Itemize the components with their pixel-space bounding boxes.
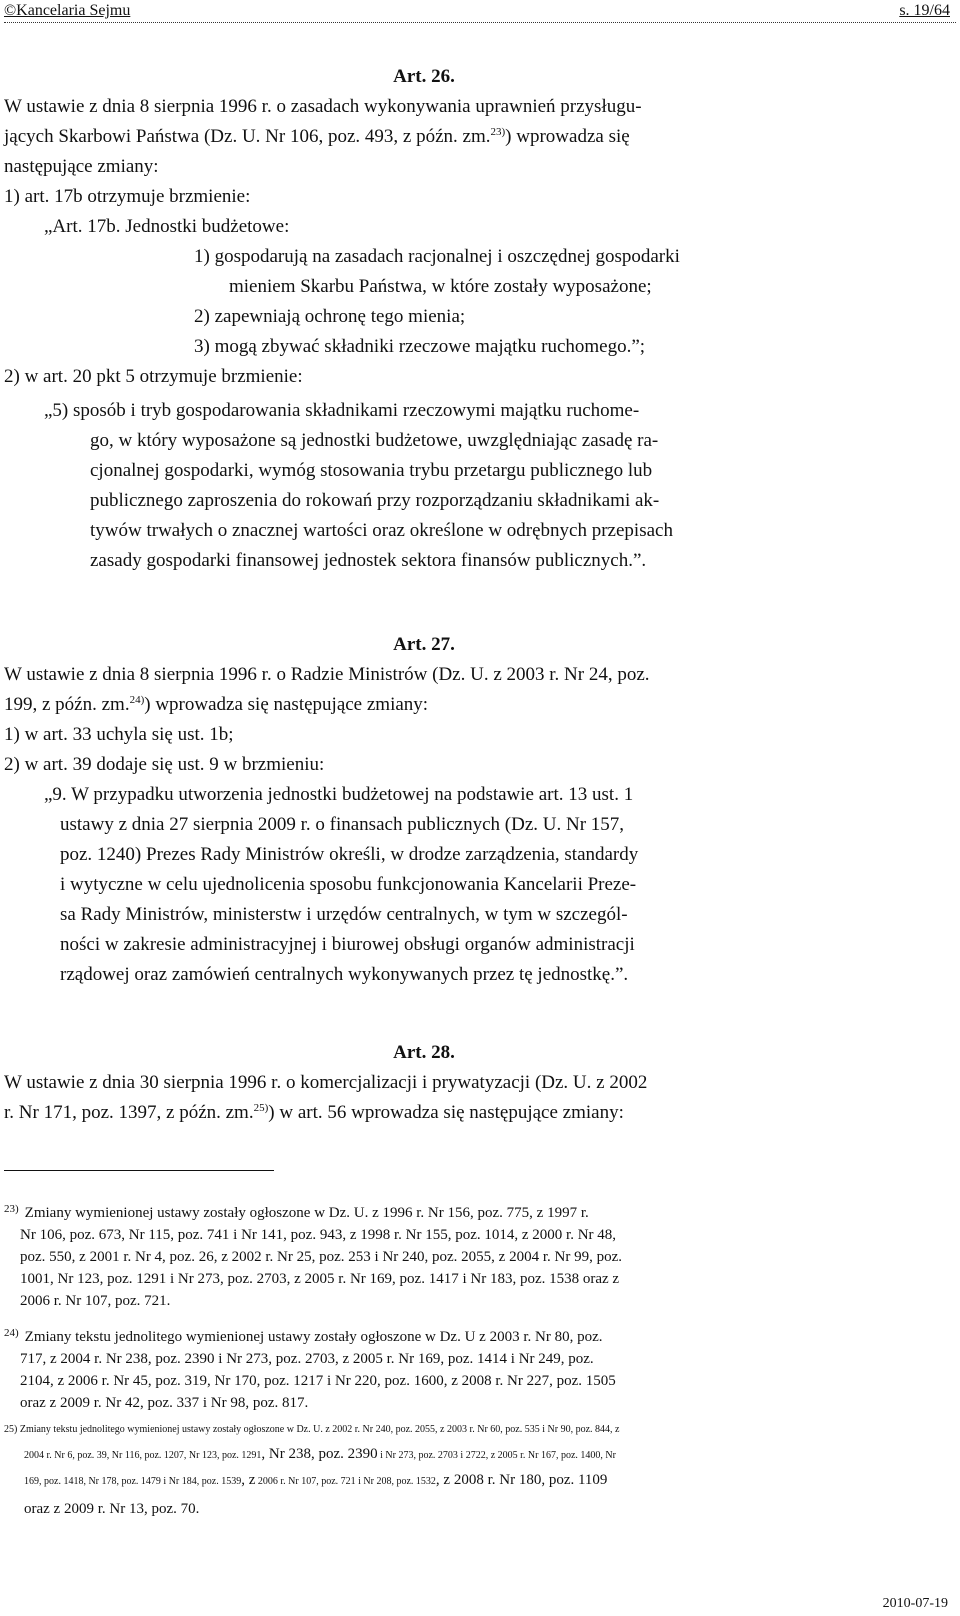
art-17b-item-2: 2) zapewniają ochronę tego mienia; xyxy=(194,306,466,327)
footnote-25-line2b: , Nr 238, poz. 2390 xyxy=(261,1446,378,1462)
art-17b-item-3: 3) mogą zbywać składniki rzeczowe majątku ruchomego.”; xyxy=(194,336,646,357)
art-26-section xyxy=(4,62,844,576)
art-26-intro-line2 xyxy=(4,122,844,152)
art-27-intro-line2 xyxy=(4,690,844,720)
art-27-intro-line2a: 199, z późn. zm. xyxy=(4,694,130,715)
page-number-text[interactable]: s. 19/64 xyxy=(899,2,950,19)
art-26-point-1: 1) art. 17b otrzymuje brzmienie: xyxy=(4,186,251,207)
footnote-24-line3: 2104, z 2006 r. Nr 45, poz. 319, Nr 170, poz. 1217 i Nr 220, poz. 1600, z 2008 r. Nr 227, poz. 1505 xyxy=(20,1373,616,1389)
art-26-intro-line3: następujące zmiany: xyxy=(4,156,159,177)
art-26-intro-line1: W ustawie z dnia 8 sierpnia 1996 r. o zasadach wykonywania uprawnień przysługu- xyxy=(4,96,642,117)
publisher-link[interactable] xyxy=(4,2,130,20)
art-27-intro-line2b: ) wprowadza się następujące zmiany: xyxy=(144,694,429,715)
art-17b-item-1b: mieniem Skarbu Państwa, w które zostały wyposażone; xyxy=(229,276,652,297)
art-27-section xyxy=(4,630,844,990)
footnote-24-text1: Zmiany tekstu jednolitego wymienionej ustawy zostały ogłoszone w Dz. U z 2003 r. Nr 80, poz. xyxy=(24,1329,603,1345)
footnote-25-line3c: 2006 r. Nr 107, poz. 721 i Nr 208, poz. 1532 xyxy=(255,1476,436,1487)
footnote-25-line1: 25) Zmiany tekstu jednolitego wymienionej ustawy zostały ogłoszone w Dz. U. z 2002 r. Nr 240, poz. 2055, z 2003 r. Nr 60, poz. 535 i Nr 90, poz. 844, z xyxy=(4,1424,620,1435)
footnote-24-line1 xyxy=(4,1322,844,1348)
footnote-25-line3d: , z 2008 r. Nr 180, poz. 1109 xyxy=(435,1472,608,1488)
footnote-23-number: 23) xyxy=(4,1203,19,1215)
document-date: 2010-07-19 xyxy=(882,1596,948,1611)
footnote-23-line5: 2006 r. Nr 107, poz. 721. xyxy=(20,1293,171,1309)
art-39-quote-line4: i wytyczne w celu ujednolicenia sposobu funkcjonowania Kancelarii Preze- xyxy=(60,874,637,895)
art-28-section xyxy=(4,1038,844,1128)
footnote-24 xyxy=(4,1322,844,1414)
art-27-point-1: 1) w art. 33 uchyla się ust. 1b; xyxy=(4,724,234,745)
art-20-quote-line2: go, w który wyposażone są jednostki budżetowe, uwzględniając zasadę ra- xyxy=(90,430,659,451)
art-26-title: Art. 26. xyxy=(393,66,455,87)
art-28-title: Art. 28. xyxy=(393,1042,455,1063)
art-27-intro-line1: W ustawie z dnia 8 sierpnia 1996 r. o Radzie Ministrów (Dz. U. z 2003 r. Nr 24, poz. xyxy=(4,664,650,685)
footnote-23-line2: Nr 106, poz. 673, Nr 115, poz. 741 i Nr 141, poz. 943, z 1998 r. Nr 155, poz. 1014, z 2000 r. Nr 48, xyxy=(20,1227,617,1243)
footnote-ref-24[interactable]: 24) xyxy=(129,694,145,706)
footnote-25-line2c: i Nr 273, poz. 2703 i 2722, z 2005 r. Nr 167, poz. 1400, Nr xyxy=(377,1450,616,1461)
art-20-quote-line1: „5) sposób i tryb gospodarowania składnikami rzeczowymi majątku ruchome- xyxy=(44,400,640,421)
art-20-quote-line6: zasady gospodarki finansowej jednostek sektora finansów publicznych.”. xyxy=(90,550,647,571)
art-39-quote-line1: „9. W przypadku utworzenia jednostki budżetowej na podstawie art. 13 ust. 1 xyxy=(44,784,634,805)
art-20-quote-line5: tywów trwałych o znacznej wartości oraz określone w odrębnych przepisach xyxy=(90,520,673,541)
footnote-24-line2: 717, z 2004 r. Nr 238, poz. 2390 i Nr 273, poz. 2703, z 2005 r. Nr 169, poz. 1414 i Nr 249, poz. xyxy=(20,1351,594,1367)
footnote-23 xyxy=(4,1198,844,1312)
art-20-quote-line3: cjonalnej gospodarki, wymóg stosowania trybu przetargu publicznego lub xyxy=(90,460,653,481)
footnote-ref-23[interactable]: 23) xyxy=(490,126,506,138)
page-number[interactable] xyxy=(899,2,950,20)
footnote-ref-25[interactable]: 25) xyxy=(253,1102,269,1114)
footnote-25-line3b: , z xyxy=(241,1472,256,1488)
art-39-quote-line6: ności w zakresie administracyjnej i biurowej obsługi organów administracji xyxy=(60,934,635,955)
art-28-intro-line2b: ) w art. 56 wprowadza się następujące zmiany: xyxy=(268,1102,624,1123)
footnote-25-line2a: 2004 r. Nr 6, poz. 39, Nr 116, poz. 1207, Nr 123, poz. 1291 xyxy=(24,1450,262,1461)
art-39-quote-line7: rządowej oraz zamówień centralnych wykonywanych przez tę jednostkę.”. xyxy=(60,964,629,985)
art-39-quote-line2: ustawy z dnia 27 sierpnia 2009 r. o finansach publicznych (Dz. U. Nr 157, xyxy=(60,814,625,835)
footnote-23-line4: 1001, Nr 123, poz. 1291 i Nr 273, poz. 2703, z 2005 r. Nr 169, poz. 1417 i Nr 183, poz. 1538 oraz z xyxy=(20,1271,620,1287)
footnote-25-line2 xyxy=(4,1442,844,1468)
art-28-intro-line2a: r. Nr 171, poz. 1397, z późn. zm. xyxy=(4,1102,254,1123)
art-27-title: Art. 27. xyxy=(393,634,455,655)
footnote-25-line3 xyxy=(4,1468,844,1494)
art-27-point-2: 2) w art. 39 dodaje się ust. 9 w brzmieniu: xyxy=(4,754,325,775)
footnote-24-line4: oraz z 2009 r. Nr 42, poz. 337 i Nr 98, poz. 817. xyxy=(20,1395,309,1411)
art-17b-item-1a: 1) gospodarują na zasadach racjonalnej i oszczędnej gospodarki xyxy=(194,246,680,267)
footnote-24-number: 24) xyxy=(4,1327,19,1339)
art-20-quote-line4: publicznego zaproszenia do rokowań przy rozporządzaniu składnikami ak- xyxy=(90,490,660,511)
footnote-25-line4: oraz z 2009 r. Nr 13, poz. 70. xyxy=(24,1501,200,1517)
footnote-separator xyxy=(4,1170,274,1171)
header-rule xyxy=(4,22,956,23)
footnote-23-line1 xyxy=(4,1198,844,1224)
publisher-link-text[interactable]: ©Kancelaria Sejmu xyxy=(4,2,131,19)
art-39-quote-line3: poz. 1240) Prezes Rady Ministrów określi, w drodze zarządzenia, standardy xyxy=(60,844,639,865)
art-26-intro-line2a: jących Skarbowi Państwa (Dz. U. Nr 106, poz. 493, z późn. zm. xyxy=(4,126,491,147)
page-header xyxy=(4,2,956,24)
footnote-23-text1: Zmiany wymienionej ustawy zostały ogłoszone w Dz. U. z 1996 r. Nr 156, poz. 775, z 1997 r. xyxy=(24,1205,589,1221)
art-39-quote-line5: sa Rady Ministrów, ministerstw i urzędów centralnych, w tym w szczegól- xyxy=(60,904,628,925)
art-26-point-2: 2) w art. 20 pkt 5 otrzymuje brzmienie: xyxy=(4,366,303,387)
footnote-25 xyxy=(4,1418,844,1524)
footnote-25-line3a: 169, poz. 1418, Nr 178, poz. 1479 i Nr 184, poz. 1539 xyxy=(24,1476,242,1487)
art-28-intro-line1: W ustawie z dnia 30 sierpnia 1996 r. o komercjalizacji i prywatyzacji (Dz. U. z 2002 xyxy=(4,1072,648,1093)
art-26-intro-line2b: ) wprowadza się xyxy=(505,126,630,147)
art-28-intro-line2 xyxy=(4,1098,844,1128)
art-17b-quote-head: „Art. 17b. Jednostki budżetowe: xyxy=(44,216,290,237)
footnote-23-line3: poz. 550, z 2001 r. Nr 4, poz. 26, z 2002 r. Nr 25, poz. 253 i Nr 240, poz. 2055, z 2004 r. Nr 99, poz. xyxy=(20,1249,622,1265)
